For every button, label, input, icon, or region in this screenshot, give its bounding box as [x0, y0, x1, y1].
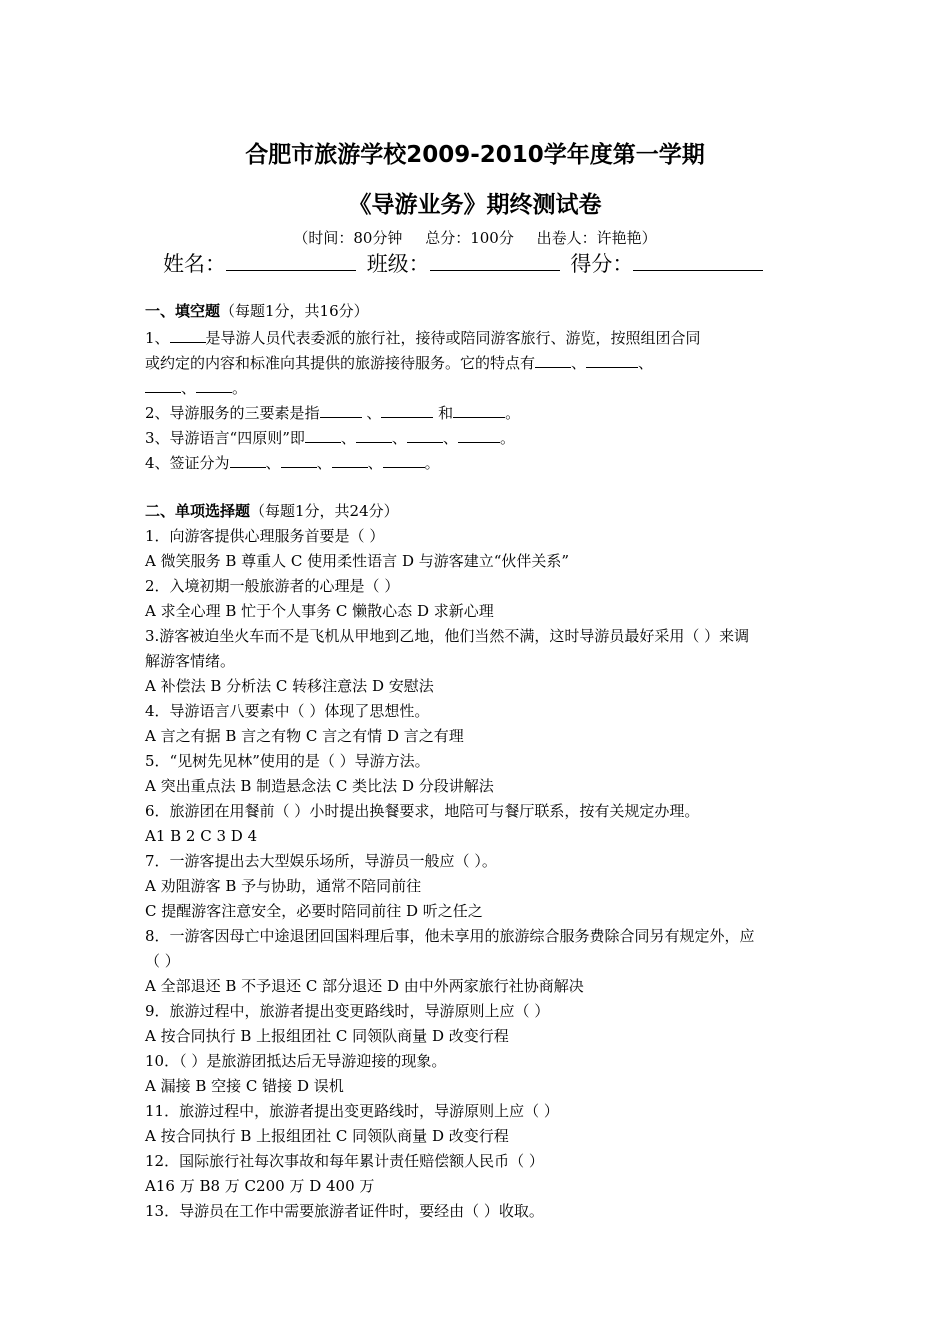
meta-time: （时间：80分钟 — [293, 229, 403, 247]
question-line: A 按合同执行 B 上报组团社 C 同领队商量 D 改变行程 — [145, 1027, 509, 1045]
question-line: A 求全心理 B 忙于个人事务 C 懒散心态 D 求新心理 — [145, 602, 494, 620]
student-info — [163, 248, 767, 278]
fill-blank[interactable] — [170, 327, 206, 343]
section2-heading-line — [145, 501, 399, 521]
q1-line3: 、 。 — [145, 377, 247, 398]
question-line: C 提醒游客注意安全，必要时陪同前往 D 听之任之 — [145, 902, 483, 920]
page-subtitle: 《导游业务》期终测试卷 — [348, 192, 602, 218]
fill-blank[interactable] — [453, 402, 505, 418]
fill-blank[interactable] — [320, 402, 362, 418]
section2-note: （每题1分，共24分） — [250, 502, 399, 520]
score-blank[interactable] — [633, 252, 763, 271]
question-line: 7．一游客提出去大型娱乐场所，导游员一般应（ ）。 — [145, 852, 497, 870]
page-title: 合肥市旅游学校2009-2010学年度第一学期 — [245, 142, 705, 168]
q2-text: 2、导游服务的三要素是指 — [145, 404, 320, 422]
q2-line: 2、导游服务的三要素是指 、 和 。 — [145, 404, 521, 422]
q3-text: 3、导游语言“四原则”即 — [145, 429, 305, 447]
class-blank[interactable] — [430, 252, 560, 271]
question-line: 10．（ ）是旅游团抵达后无导游迎接的现象。 — [145, 1052, 447, 1070]
exam-meta — [0, 227, 950, 248]
fill-blank[interactable] — [407, 427, 443, 443]
fill-blank[interactable] — [305, 427, 341, 443]
q4-text: 4、签证分为 — [145, 454, 230, 472]
score-label: 得分： — [570, 252, 634, 276]
question-line: A 全部退还 B 不予退还 C 部分退还 D 由中外两家旅行社协商解决 — [145, 977, 584, 995]
q1-number: 1、 — [145, 329, 170, 347]
question-line: 13．导游员在工作中需要旅游者证件时，要经由（ ）收取。 — [145, 1202, 544, 1220]
question-line: 2．入境初期一般旅游者的心理是（ ） — [145, 577, 400, 595]
question-line: 3.游客被迫坐火车而不是飞机从甲地到乙地，他们当然不满，这时导游员最好采用（ ）来调 — [145, 627, 750, 645]
section1-heading-line — [145, 301, 369, 321]
question-line: 9．旅游过程中，旅游者提出变更路线时，导游原则上应（ ） — [145, 1002, 550, 1020]
name-blank[interactable] — [226, 252, 356, 271]
question-line: A1 B 2 C 3 D 4 — [145, 827, 258, 845]
q2-and: 和 — [438, 404, 454, 422]
section2-heading: 二、单项选择题 — [145, 502, 251, 520]
q1-text-a: 是导游人员代表委派的旅行社，接待或陪同游客旅行、游览，按照组团合同 — [205, 329, 701, 347]
question-line: 8．一游客因母亡中途退团回国料理后事，他未享用的旅游综合服务费除合同另有规定外，应 — [145, 927, 755, 945]
q3-end: 。 — [499, 429, 515, 447]
meta-total: 总分：100分 — [425, 229, 514, 247]
question-line: A 按合同执行 B 上报组团社 C 同领队商量 D 改变行程 — [145, 1127, 509, 1145]
fill-blank[interactable] — [196, 377, 232, 393]
question-line: 解游客情绪。 — [145, 652, 236, 670]
fill-blank[interactable] — [381, 402, 433, 418]
q1-text-b: 或约定的内容和标准向其提供的旅游接待服务。它的特点有 — [145, 354, 536, 372]
fill-blank[interactable] — [356, 427, 392, 443]
fill-blank[interactable] — [281, 452, 317, 468]
class-label: 班级： — [366, 252, 430, 276]
q1-line2: 或约定的内容和标准向其提供的旅游接待服务。它的特点有 、 、 — [145, 354, 654, 372]
question-line: 6．旅游团在用餐前（ ）小时提出换餐要求，地陪可与餐厅联系，按有关规定办理。 — [145, 802, 700, 820]
section1-note: （每题1分，共16分） — [220, 302, 369, 320]
question-line: 4．导游语言八要素中（ ）体现了思想性。 — [145, 702, 430, 720]
fill-blank[interactable] — [145, 377, 181, 393]
meta-author: 出卷人：许艳艳） — [536, 229, 657, 247]
question-line: 1．向游客提供心理服务首要是（ ） — [145, 527, 385, 545]
q1-line1 — [145, 327, 701, 348]
question-line: 11．旅游过程中，旅游者提出变更路线时，导游原则上应（ ） — [145, 1102, 559, 1120]
q1-end: 。 — [232, 379, 248, 397]
section1-heading: 一、填空题 — [145, 302, 221, 320]
question-line: A 劝阻游客 B 予与协助，通常不陪同前往 — [145, 877, 422, 895]
question-line: 12．国际旅行社每次事故和每年累计责任赔偿额人民币（ ） — [145, 1152, 544, 1170]
question-line: A 突出重点法 B 制造悬念法 C 类比法 D 分段讲解法 — [145, 777, 494, 795]
question-line: A 言之有据 B 言之有物 C 言之有情 D 言之有理 — [145, 727, 464, 745]
q4-line: 4、签证分为 、 、 、 。 — [145, 454, 440, 472]
fill-blank[interactable] — [230, 452, 266, 468]
name-label: 姓名： — [163, 252, 226, 276]
fill-blank[interactable] — [586, 352, 638, 368]
fill-blank[interactable] — [383, 452, 425, 468]
question-line: A 漏接 B 空接 C 错接 D 误机 — [145, 1077, 344, 1095]
question-line: A 补偿法 B 分析法 C 转移注意法 D 安慰法 — [145, 677, 434, 695]
question-line: A 微笑服务 B 尊重人 C 使用柔性语言 D 与游客建立“伙伴关系” — [145, 552, 570, 570]
question-line: A16 万 B8 万 C200 万 D 400 万 — [145, 1177, 375, 1195]
q4-end: 。 — [424, 454, 440, 472]
q2-end: 。 — [505, 404, 521, 422]
fill-blank[interactable] — [535, 352, 571, 368]
q3-line: 3、导游语言“四原则”即 、 、 、 。 — [145, 429, 515, 447]
fill-blank[interactable] — [458, 427, 500, 443]
question-line: （ ） — [145, 952, 180, 970]
question-line: 5．“见树先见林”使用的是（ ）导游方法。 — [145, 752, 430, 770]
fill-blank[interactable] — [332, 452, 368, 468]
